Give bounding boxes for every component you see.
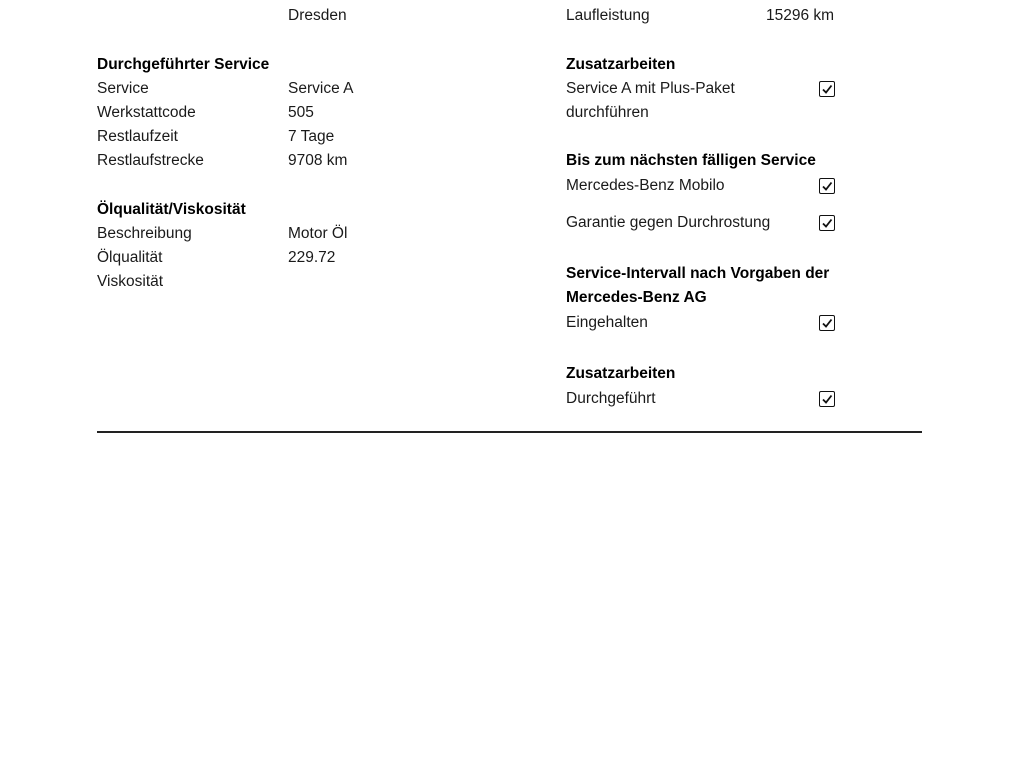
remaining-distance-label: Restlaufstrecke (97, 152, 204, 169)
service-section-heading: Durchgeführter Service (97, 56, 270, 73)
extra-work-checkbox[interactable] (819, 81, 835, 97)
remaining-time-label: Restlaufzeit (97, 128, 178, 145)
oil-description-label: Beschreibung (97, 225, 192, 242)
checkmark-icon (821, 317, 833, 329)
mobilo-checkbox[interactable] (819, 178, 835, 194)
remaining-time-value: 7 Tage (288, 128, 335, 145)
remaining-distance-value: 9708 km (288, 152, 348, 169)
checkmark-icon (821, 393, 833, 405)
oil-quality-label: Ölqualität (97, 249, 163, 266)
extra-work-heading: Zusatzarbeiten (566, 56, 676, 73)
interval-heading-line2: Mercedes-Benz AG (566, 289, 707, 306)
oil-section-heading: Ölqualität/Viskosität (97, 201, 246, 218)
extra-work-2-heading: Zusatzarbeiten (566, 365, 676, 382)
viscosity-label: Viskosität (97, 273, 164, 290)
service-value: Service A (288, 80, 354, 97)
extra-work-item-line1: Service A mit Plus-Paket (566, 80, 735, 97)
interval-item-label: Eingehalten (566, 314, 648, 331)
oil-description-value: Motor Öl (288, 225, 348, 242)
checkmark-icon (821, 83, 833, 95)
location-value: Dresden (288, 7, 347, 24)
workshop-code-label: Werkstattcode (97, 104, 196, 121)
cropped-text-fragment (566, 0, 841, 3)
interval-checkbox[interactable] (819, 315, 835, 331)
next-service-heading: Bis zum nächsten fälligen Service (566, 152, 816, 169)
rust-warranty-label: Garantie gegen Durchrostung (566, 214, 771, 231)
service-label: Service (97, 80, 149, 97)
workshop-code-value: 505 (288, 104, 314, 121)
extra-work-item-line2: durchführen (566, 104, 649, 121)
section-divider (97, 431, 922, 433)
mileage-value: 15296 km (766, 7, 835, 24)
cropped-text-fragment (288, 0, 478, 3)
extra-work-2-checkbox[interactable] (819, 391, 835, 407)
oil-quality-value: 229.72 (288, 249, 336, 266)
checkmark-icon (821, 217, 833, 229)
mobilo-label: Mercedes-Benz Mobilo (566, 177, 725, 194)
mileage-label: Laufleistung (566, 7, 650, 24)
rust-warranty-checkbox[interactable] (819, 215, 835, 231)
interval-heading-line1: Service-Intervall nach Vorgaben der (566, 265, 830, 282)
checkmark-icon (821, 180, 833, 192)
extra-work-2-item-label: Durchgeführt (566, 390, 656, 407)
